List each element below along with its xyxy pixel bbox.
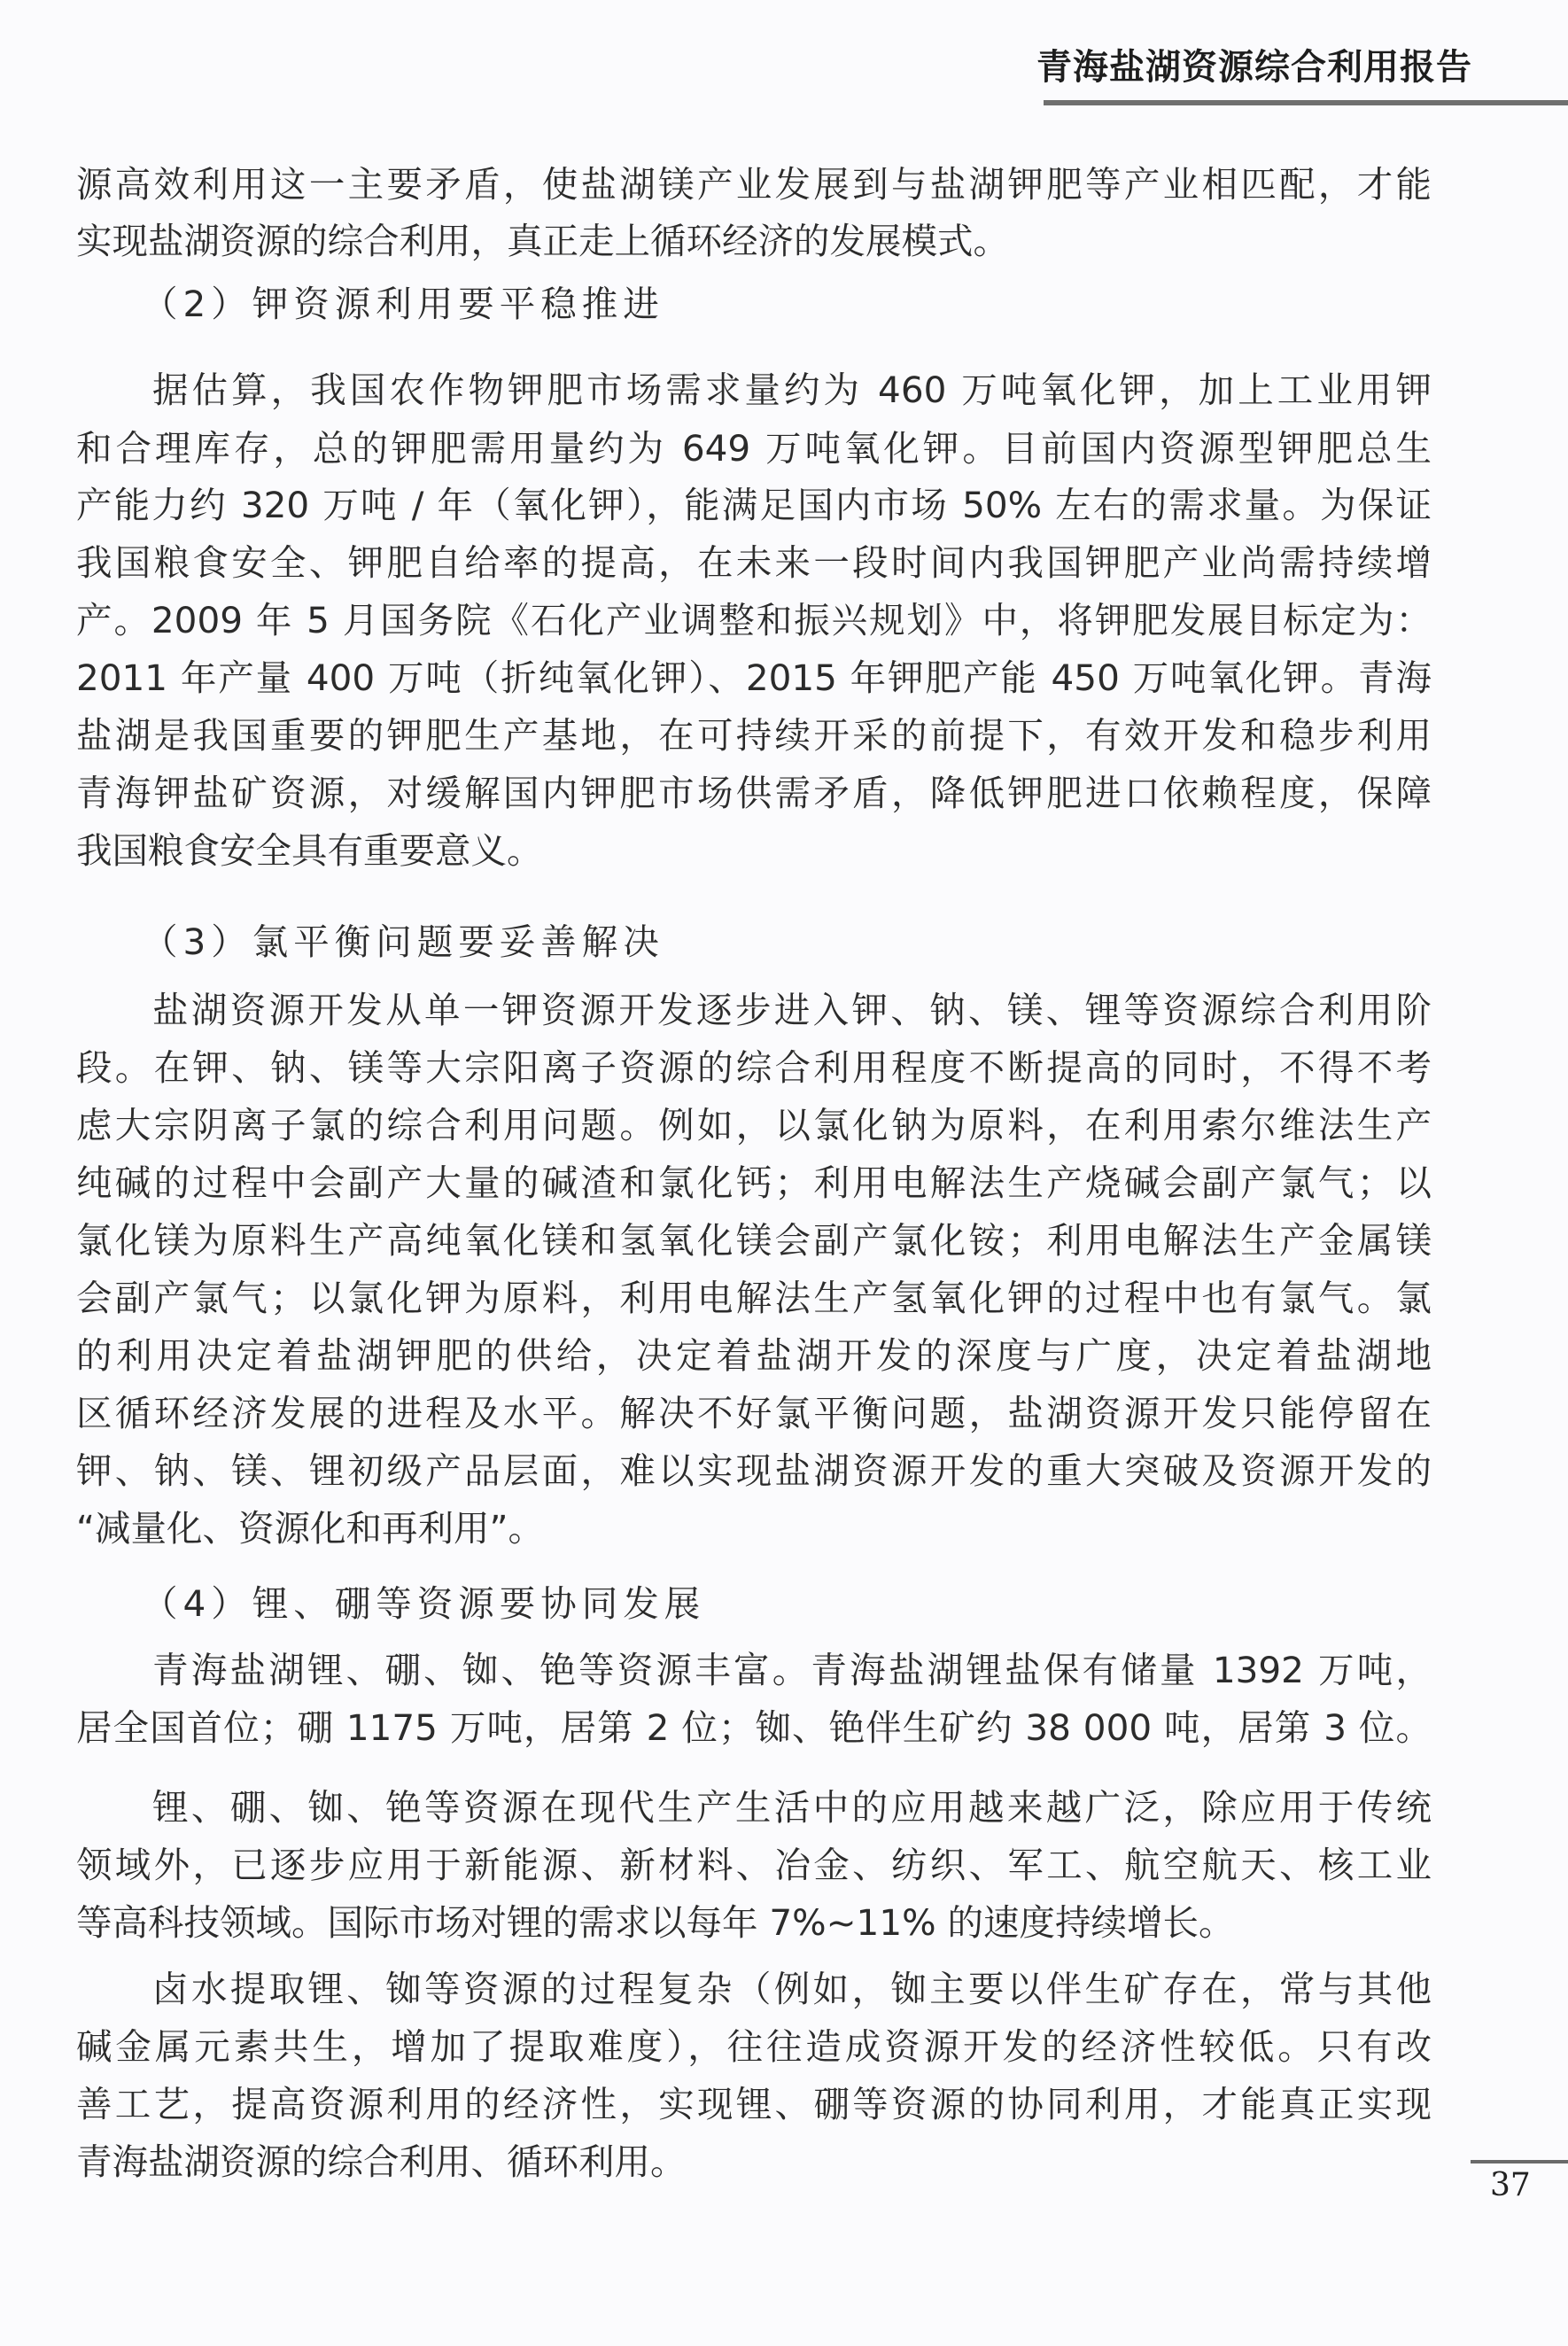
body-line: 我国粮食安全具有重要意义。 xyxy=(76,829,543,872)
body-line: 会副产氯气；以氯化钾为原料，利用电解法生产氢氧化钾的过程中也有氯气。氯 xyxy=(76,1277,1432,1319)
page-number: 37 xyxy=(1490,2167,1531,2203)
body-line: 区循环经济发展的进程及水平。解决不好氯平衡问题，盐湖资源开发只能停留在 xyxy=(76,1392,1432,1434)
footer-rule xyxy=(1471,2160,1568,2163)
body-line: 善工艺，提高资源利用的经济性，实现锂、硼等资源的协同利用，才能真正实现 xyxy=(76,2083,1432,2125)
body-line: 段。在钾、钠、镁等大宗阳离子资源的综合利用程度不断提高的同时，不得不考 xyxy=(76,1046,1432,1089)
body-line: 虑大宗阴离子氯的综合利用问题。例如，以氯化钠为原料，在利用索尔维法生产 xyxy=(76,1104,1432,1146)
body-line: 卤水提取锂、铷等资源的过程复杂（例如，铷主要以伴生矿存在，常与其他 xyxy=(152,1968,1432,2010)
body-line: 实现盐湖资源的综合利用，真正走上循环经济的发展模式。 xyxy=(76,220,1009,262)
body-line: 青海盐湖锂、硼、铷、铯等资源丰富。青海盐湖锂盐保有储量 1392 万吨， xyxy=(152,1649,1432,1691)
body-line: 盐湖资源开发从单一钾资源开发逐步进入钾、钠、镁、锂等资源综合利用阶 xyxy=(152,989,1432,1031)
body-line: 产。2009 年 5 月国务院《石化产业调整和振兴规划》中，将钾肥发展目标定为： xyxy=(76,599,1432,641)
body-line: 碱金属元素共生，增加了提取难度），往往造成资源开发的经济性较低。只有改 xyxy=(76,2025,1432,2068)
body-line: 2011 年产量 400 万吨（折纯氧化钾）、2015 年钾肥产能 450 万吨氧化钾。青海 xyxy=(76,656,1432,699)
body-line: 青海盐湖资源的综合利用、循环利用。 xyxy=(76,2140,687,2183)
section-heading: （3）氯平衡问题要妥善解决 xyxy=(142,921,664,963)
body-line: 盐湖是我国重要的钾肥生产基地，在可持续开采的前提下，有效开发和稳步利用 xyxy=(76,714,1432,757)
body-line: 的利用决定着盐湖钾肥的供给，决定着盐湖开发的深度与广度，决定着盐湖地 xyxy=(76,1334,1432,1377)
body-line: 和合理库存，总的钾肥需用量约为 649 万吨氧化钾。目前国内资源型钾肥总生 xyxy=(76,427,1432,470)
body-line: 领域外，已逐步应用于新能源、新材料、冶金、纺织、军工、航空航天、核工业 xyxy=(76,1844,1432,1886)
section-heading: （4）锂、硼等资源要协同发展 xyxy=(142,1582,706,1625)
body-line: 等高科技领域。国际市场对锂的需求以每年 7%~11% 的速度持续增长。 xyxy=(76,1901,1235,1944)
body-line: 青海钾盐矿资源，对缓解国内钾肥市场供需矛盾，降低钾肥进口依赖程度，保障 xyxy=(76,772,1432,814)
header-rule xyxy=(1044,100,1568,105)
body-line: 据估算，我国农作物钾肥市场需求量约为 460 万吨氧化钾，加上工业用钾 xyxy=(152,369,1432,411)
body-line: 纯碱的过程中会副产大量的碱渣和氯化钙；利用电解法生产烧碱会副产氯气；以 xyxy=(76,1161,1432,1204)
body-line: 锂、硼、铷、铯等资源在现代生产生活中的应用越来越广泛，除应用于传统 xyxy=(152,1786,1432,1829)
body-line: 钾、钠、镁、锂初级产品层面，难以实现盐湖资源开发的重大突破及资源开发的 xyxy=(76,1449,1432,1492)
body-line: 氯化镁为原料生产高纯氧化镁和氢氧化镁会副产氯化铵；利用电解法生产金属镁 xyxy=(76,1219,1432,1262)
section-heading: （2）钾资源利用要平稳推进 xyxy=(142,283,664,325)
running-header-title: 青海盐湖资源综合利用报告 xyxy=(1036,46,1472,88)
body-line: 居全国首位；硼 1175 万吨，居第 2 位；铷、铯伴生矿约 38 000 吨，居第 3 位。 xyxy=(76,1706,1432,1749)
body-line: “减量化、资源化和再利用”。 xyxy=(76,1507,544,1550)
body-line: 我国粮食安全、钾肥自给率的提高，在未来一段时间内我国钾肥产业尚需持续增 xyxy=(76,541,1432,584)
body-line: 产能力约 320 万吨 / 年（氧化钾），能满足国内市场 50% 左右的需求量。为保证 xyxy=(76,484,1432,526)
body-line: 源高效利用这一主要矛盾，使盐湖镁产业发展到与盐湖钾肥等产业相匹配，才能 xyxy=(76,163,1432,206)
